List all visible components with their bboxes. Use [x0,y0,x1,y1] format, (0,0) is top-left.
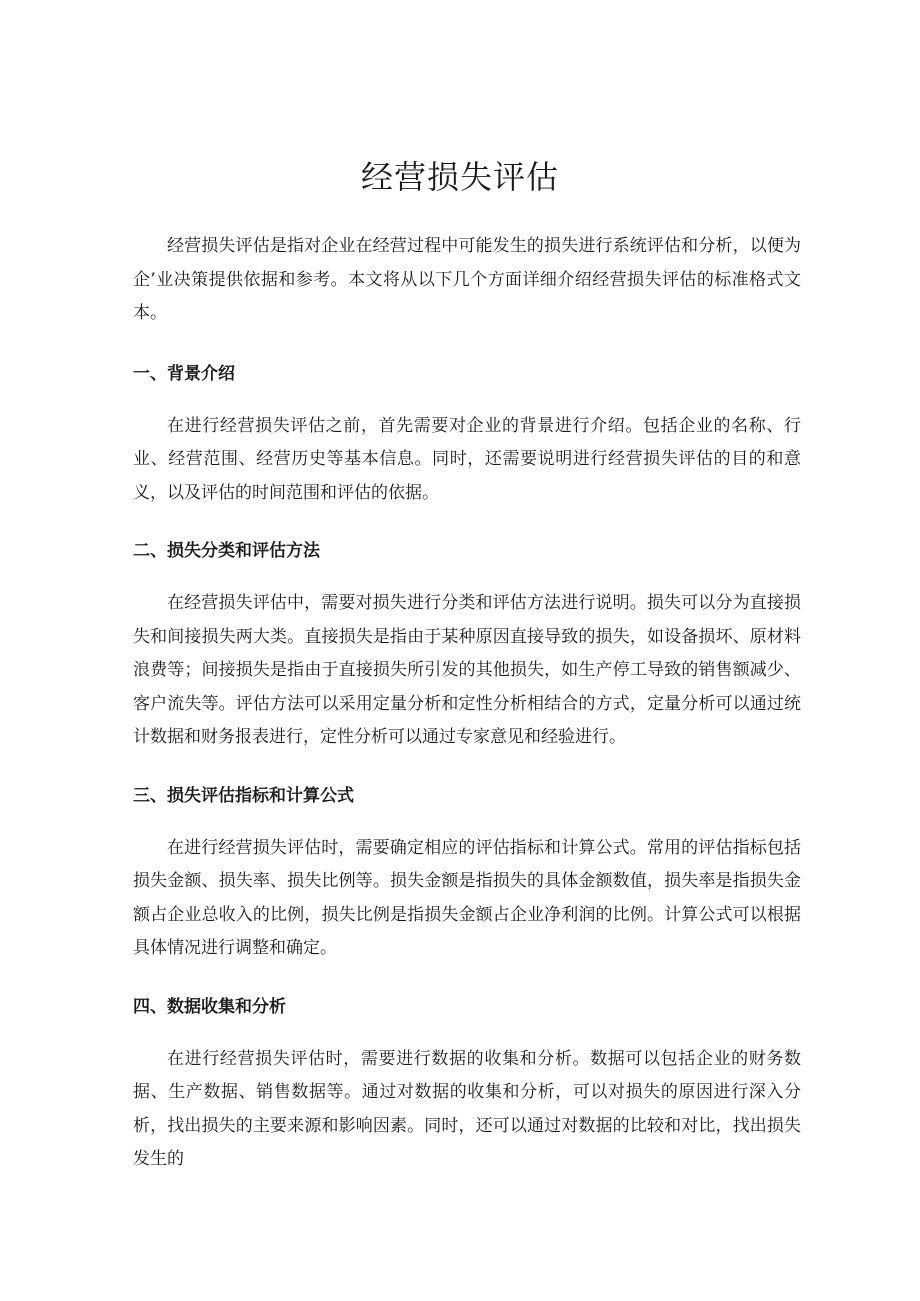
section-body-indicators-formulas: 在进行经营损失评估时，需要确定相应的评估指标和计算公式。常用的评估指标包括损失金额、损失率、损失比例等。损失金额是指损失的具体金额数值，损失率是指损失金额占企业总收入的比例，损失比例是指损失金额占企业净利润的比例。计算公式可以根据具体情况进行调整和确定。 [133,837,801,958]
section-body-loss-classification: 在经营损失评估中，需要对损失进行分类和评估方法进行说明。损失可以分为直接损失和间接损失两大类。直接损失是指由于某种原因直接导致的损失，如设备损坏、原材料浪费等；间接损失是指由于直接损失所引发的其他损失，如生产停工导致的销售额减少、客户流失等。评估方法可以采用定量分析和定性分析相结合的方式，定量分析可以通过统计数据和财务报表进行，定性分析可以通过专家意见和经验进行。 [133,593,801,747]
section-body-background: 在进行经营损失评估之前，首先需要对企业的背景进行介绍。包括企业的名称、行业、经营范围、经营历史等基本信息。同时，还需要说明进行经营损失评估的目的和意义，以及评估的时间范围和评估的依据。 [133,415,801,503]
section-heading-indicators-formulas: 三、损失评估指标和计算公式 [133,785,354,806]
section-body-data-collection: 在进行经营损失评估时，需要进行数据的收集和分析。数据可以包括企业的财务数据、生产数据、销售数据等。通过对数据的收集和分析，可以对损失的原因进行深入分析，找出损失的主要来源和影响因素。同时，还可以通过对数据的比较和对比，找出损失发生的 [133,1048,801,1169]
intro-paragraph: 经营损失评估是指对企业在经营过程中可能发生的损失进行系统评估和分析，以便为企’业决策提供依据和参考。本文将从以下几个方面详细介绍经营损失评估的标准格式文本。 [133,236,801,323]
section-heading-data-collection: 四、数据收集和分析 [133,996,286,1017]
section-heading-loss-classification: 二、损失分类和评估方法 [133,541,320,561]
document-body [133,230,801,1177]
section-heading-background: 一、背景介绍 [133,363,235,384]
document-title: 经营损失评估 [360,158,559,196]
